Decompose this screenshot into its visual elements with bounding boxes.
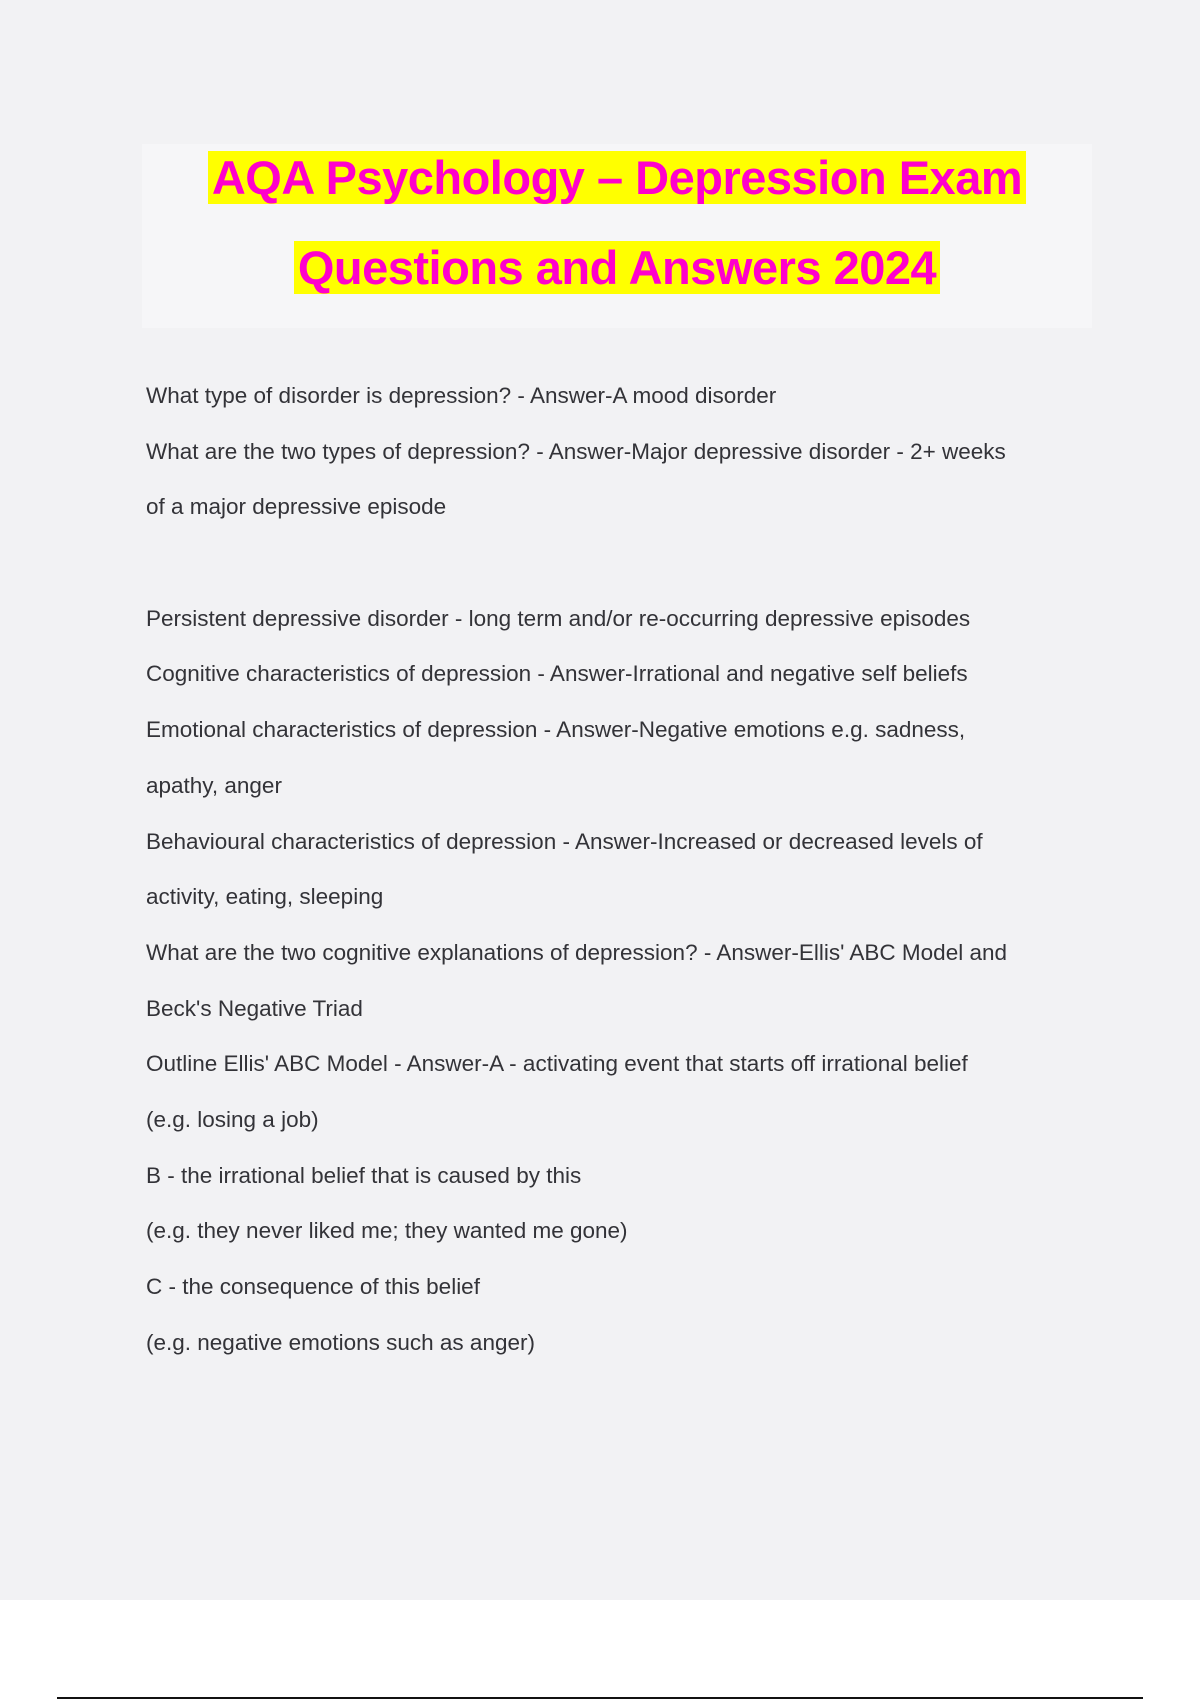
- body-line: Behavioural characteristics of depression - Answer-Increased or decreased levels of: [146, 828, 983, 854]
- body-line: Persistent depressive disorder - long term and/or re-occurring depressive episodes: [146, 605, 971, 631]
- body-line: What are the two types of depression? - Answer-Major depressive disorder - 2+ weeks: [146, 438, 1006, 464]
- body-line: Emotional characteristics of depression - Answer-Negative emotions e.g. sadness,: [146, 717, 966, 743]
- body-line: of a major depressive episode: [146, 494, 447, 520]
- footer-divider: [57, 1697, 1143, 1699]
- body-line: apathy, anger: [146, 772, 282, 798]
- body-line: Beck's Negative Triad: [146, 995, 363, 1021]
- body-line: C - the consequence of this belief: [146, 1274, 480, 1299]
- body-line: activity, eating, sleeping: [146, 884, 384, 910]
- blank-line: [146, 535, 1086, 591]
- body-line: B - the irrational belief that is caused by this: [146, 1162, 582, 1188]
- body-line: (e.g. negative emotions such as anger): [146, 1329, 535, 1355]
- title-line-1: [142, 148, 1092, 208]
- title-text-1: AQA Psychology – Depression Exam: [208, 151, 1026, 204]
- body-line: (e.g. losing a job): [146, 1106, 319, 1132]
- body-line: Outline Ellis' ABC Model - Answer-A - activating event that starts off irrational belief: [146, 1051, 968, 1077]
- title-box: [142, 144, 1092, 328]
- document-body: [146, 368, 1086, 1370]
- body-line: What are the two cognitive explanations of depression? - Answer-Ellis' ABC Model and: [146, 939, 1007, 965]
- title-text-2: Questions and Answers 2024: [294, 241, 940, 294]
- title-line-2: [142, 238, 1092, 298]
- body-line: Cognitive characteristics of depression - Answer-Irrational and negative self beliefs: [146, 661, 968, 687]
- body-line: (e.g. they never liked me; they wanted me gone): [146, 1218, 628, 1244]
- body-line: What type of disorder is depression? - Answer-A mood disorder: [146, 383, 777, 408]
